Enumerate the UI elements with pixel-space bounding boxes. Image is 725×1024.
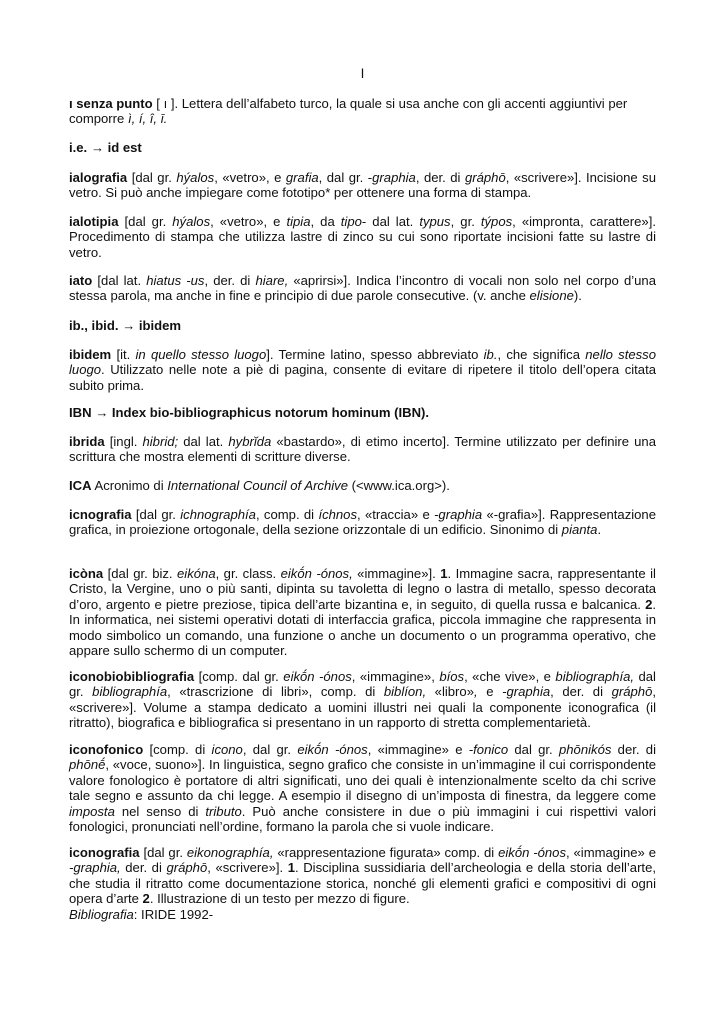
entry-ibrida-text-span: «bastardo», di etimo incerto]. Termine utilizzato per definire una scrittura che mostra elementi di scritture diverse.	[69, 434, 656, 465]
entry-ibn	[69, 405, 656, 420]
entry-iconofonico-italic-span: phōnikós	[558, 742, 612, 757]
entry-iconofonico-text-span: . Può anche consistere in due o più immagini i cui rispettivi valori fonologici, pronunciati nell’ordine, formano la parola che si vuole indicare.	[69, 803, 656, 835]
entry-iconofonico-text-span: [comp. di	[143, 742, 212, 757]
entry-ibrida-text-span: [ingl.	[104, 434, 143, 449]
entry-ialotipia-text-span: , gr.	[450, 214, 481, 229]
entry-ibidem	[69, 347, 656, 393]
entry-ibidem-text-span: . Utilizzato nelle note a piè di pagina, consente di evitare di ripetere il titolo dell’opera citata subito prima.	[69, 362, 656, 393]
entry-icona-text-span: , gr. class.	[215, 566, 281, 581]
entry-ialotipia-italic-span: typus	[419, 214, 451, 229]
entry-iato-text-span: «aprirsi»]. Indica l’incontro di vocali non solo nel corpo d’una stessa parola, ma anche in fine e principio di due parole consecutive. (v. anche	[69, 273, 656, 304]
entry-iconografia-bibliography-line	[69, 907, 213, 922]
entry-ialografia-italic-span: hýalos	[176, 170, 215, 185]
entry-icona-bold-span: icòna	[69, 566, 104, 581]
entry-iconobiobibliografia-italic-span: eikṓn -ónos	[283, 669, 352, 684]
page-letter-heading: I	[360, 66, 365, 81]
entry-iconobiobibliografia-text-span: , «immagine»,	[351, 669, 440, 684]
entry-iconobiobibliografia-italic-span: bibliographía	[92, 684, 168, 700]
entry-iconobiobibliografia-text-span: , der. di	[550, 684, 612, 700]
entry-ica-text-span: Acronimo di	[91, 478, 168, 493]
entry-ialotipia-text-span: , «vetro», e	[210, 214, 287, 229]
entry-iconobiobibliografia-bold-span: iconobiobibliografia	[69, 669, 195, 684]
entry-iato-italic-span: elisione	[529, 288, 574, 304]
entry-ica	[69, 478, 656, 493]
entry-iconobiobibliografia-italic-span: bibliographía,	[555, 669, 635, 684]
entry-iconofonico-italic-span: icono	[211, 742, 243, 757]
entry-iconografia-italic-span: gráphō	[166, 860, 208, 876]
entry-ialotipia-text-span: - dal lat.	[361, 214, 420, 229]
entry-i-senza-punto-text-span: [ ı ]. Lettera dell’alfabeto turco, la quale si usa anche con gli accenti aggiuntivi per comporre	[69, 96, 628, 127]
entry-icnografia-text-span: «-grafia»]. Rappresentazione grafica, in proiezione ortogonale, della sezione orizzontale di un edificio. Sinonimo di	[69, 507, 656, 538]
entry-iconografia-italic-span: -graphia,	[69, 860, 121, 876]
entry-iconobiobibliografia-text-span: dal gr.	[69, 669, 656, 700]
entry-i-senza-punto	[69, 96, 656, 127]
entry-ibidem-text-span: , che significa	[497, 347, 586, 362]
entry-iato-italic-span: hiatus -us	[146, 273, 205, 288]
entry-iconofonico-text-span: , «immagine» e	[367, 742, 469, 757]
entry-iconofonico-italic-span: tributo	[205, 803, 242, 819]
entry-iconobiobibliografia-text-span: [comp. dal gr.	[194, 669, 284, 684]
entry-ibidem-text-span: ]. Termine latino, spesso abbreviato	[266, 347, 484, 362]
entry-iconografia-italic-span: eikṓn -ónos	[498, 845, 566, 860]
entry-iconofonico-italic-span: eikṓn -ónos	[297, 742, 368, 757]
entry-ie	[69, 140, 656, 155]
entry-ialografia-text-span: [dal gr.	[127, 170, 177, 185]
entry-ibrida-bold-span: ibrida	[69, 434, 105, 449]
entry-iconofonico-bold-span: iconofonico	[69, 742, 144, 757]
entry-icnografia-bold-span: icnografia	[69, 507, 132, 522]
entry-iconobiobibliografia-text-span: , «trascrizione di libri», comp. di	[167, 684, 384, 700]
entry-icona-text-span: [dal gr. biz.	[103, 566, 178, 581]
entry-ie-bold-span: i.e. → id est	[69, 140, 142, 155]
entry-ibn-bold-span: IBN → Index bio-bibliographicus notorum hominum (IBN).	[69, 405, 430, 420]
entry-ialotipia-text-span: [dal gr.	[118, 214, 173, 229]
entry-iconofonico-text-span: , dal gr.	[242, 742, 298, 757]
entry-ialografia-bold-span: ialografia	[69, 170, 128, 185]
entry-iato-italic-span: hiare,	[255, 273, 289, 288]
entry-ibidem-italic-span: nello stesso luogo	[69, 347, 656, 378]
entry-iconofonico	[69, 742, 656, 834]
entry-ica-text-span: (<www.ica.org>).	[348, 478, 450, 493]
entry-iconofonico-italic-span: phōnḗ	[69, 757, 106, 773]
entry-ica-italic-span: International Council of Archive	[167, 478, 348, 493]
entry-ib-ibid	[69, 318, 656, 333]
entry-iconofonico-text-span: der. di	[611, 742, 656, 757]
entry-icnografia-italic-span: -graphia	[434, 507, 483, 522]
entry-ibidem-bold-span: ibidem	[69, 347, 112, 362]
entry-iconobiobibliografia-text-span: , «che vive», e	[464, 669, 556, 684]
entry-iconobiobibliografia	[69, 669, 656, 731]
entry-iconografia-bold-span: iconografia	[69, 845, 140, 860]
entry-iconobiobibliografia-italic-span: biblíon,	[383, 684, 427, 700]
entry-ialografia-text-span: , «scrivere»]. Incisione su vetro. Si può anche impiegare come fototipo* per ottenere una forma di stampa.	[69, 170, 656, 201]
entry-ialotipia	[69, 214, 656, 260]
entry-iconobiobibliografia-text-span: , «scrivere»]. Volume a stampa dedicato a uomini illustri nei quali la componente iconografica (il ritratto), biografica e bibliografica si presentano in un rapporto di stretta complementarietà.	[69, 684, 657, 731]
entry-icona-italic-span: eikóna	[177, 566, 216, 581]
entry-icnografia-italic-span: íchnos	[318, 507, 358, 522]
entry-iato-bold-span: iato	[69, 273, 93, 288]
entry-ica-bold-span: ICA	[69, 478, 92, 493]
entry-iconografia-text-span: , «immagine» e	[566, 845, 656, 860]
entry-ialotipia-italic-span: hýalos	[172, 214, 211, 229]
entry-iato-text-span: [dal lat.	[92, 273, 147, 288]
entry-iconografia-bold-span: 1	[287, 860, 295, 876]
entry-ialotipia-italic-span: týpos	[480, 214, 513, 229]
entry-icona-text-span: «immagine»].	[352, 566, 441, 581]
entry-icnografia-italic-span: pianta	[561, 522, 598, 538]
entry-ibrida-text-span: dal lat.	[178, 434, 229, 449]
entry-ib-ibid-bold-span: ib., ibid. → ibidem	[69, 318, 182, 333]
entry-ialografia-text-span: , der. di	[415, 170, 465, 185]
entry-icona-text-span: . Immagine sacra, rappresentante il Cristo, la Vergine, uno o più santi, dipinta su tavoletta di legno o lastra di metallo, spesso decorata d’oro, argento e pietre preziose, tipica dell’arte bizantina e, in seguito, di quella russa e balcanica.	[69, 566, 656, 612]
entry-iconofonico-text-span: dal gr.	[508, 742, 559, 757]
entry-iconografia-text-span: [dal gr.	[139, 845, 187, 860]
entry-ibidem-italic-span: in quello stesso luogo	[135, 347, 267, 362]
entry-iconofonico-text-span: , «voce, suono»]. In linguistica, segno grafico che consiste in un’immagine il cui corrispondente valore fonologico è portatore di altri significati, uno dei quali è intenzionalmente scelto da chi scrive tale segno e assunto da chi legge. A esempio il disegno di un’imposta di finestra, da leggere come	[69, 757, 656, 804]
entry-iconografia	[69, 845, 656, 922]
entry-iconografia-text-span: «rappresentazione figurata» comp. di	[273, 845, 499, 860]
entry-iconobiobibliografia-italic-span: -graphia	[502, 684, 551, 700]
entry-ibrida-italic-span: hybrĭda	[228, 434, 272, 449]
entry-ialografia-italic-span: grafia	[285, 170, 319, 185]
entry-icona	[69, 566, 656, 658]
entry-iconobiobibliografia-text-span: «libro»	[426, 684, 474, 700]
entry-i-senza-punto-italic-span: ì, í, î, ī.	[127, 111, 168, 127]
entry-icona-text-span: . In informatica, nei sistemi operativi dotati di interfaccia grafica, piccola immagine che rappresenta in modo simbolico un comando, una funzione o anche un documento o un programma operativo, che appare sullo schermo di un computer.	[69, 596, 656, 659]
entry-iconografia-bibliography-text-span: : IRIDE 1992-	[133, 906, 214, 922]
entry-icnografia-italic-span: ichnographía	[180, 507, 256, 522]
entry-ialografia-text-span: , «vetro», e	[214, 170, 286, 185]
entry-icona-bold-span: 2	[645, 596, 653, 612]
entry-iconofonico-italic-span: imposta	[69, 803, 115, 819]
entry-iato	[69, 273, 656, 304]
entry-ialografia-italic-span: gráphō	[464, 170, 506, 185]
entry-iconografia-text-span: , «scrivere»].	[207, 860, 288, 876]
entry-iconografia-bibliography-italic-span: Bibliografia	[69, 906, 134, 922]
entry-iconobiobibliografia-text-span: e	[477, 684, 503, 700]
entry-icona-italic-span: eikṓn -ónos,	[280, 566, 353, 581]
entry-iconografia-italic-span: eikonographía,	[186, 845, 274, 860]
entry-ialotipia-text-span: , «impronta, carattere»]. Procedimento di stampa che utilizza lastre di zinco su cui sono riportate incisioni fatte su lastre di vetro.	[69, 214, 656, 260]
entry-icnografia-text-span: [dal gr.	[131, 507, 181, 522]
entry-icnografia-text-span: .	[597, 522, 602, 538]
entry-icnografia-text-span: , comp. di	[255, 507, 319, 522]
entry-i-senza-punto-bold-span: ı senza punto	[69, 96, 153, 111]
entry-iconobiobibliografia-italic-span: ,	[474, 684, 478, 700]
entry-iconobiobibliografia-italic-span: bíos	[439, 669, 465, 684]
entry-ialografia-italic-span: graphia	[372, 170, 416, 185]
entry-ialografia	[69, 170, 656, 201]
entry-ibidem-text-span: [it.	[111, 347, 136, 362]
entry-iconografia-bold-span: 2	[142, 891, 150, 907]
entry-icona-bold-span: 1	[440, 566, 448, 581]
entry-ialotipia-text-span: , da	[310, 214, 341, 229]
entry-iato-text-span: ).	[573, 288, 582, 304]
entry-iconofonico-text-span: nel senso di	[114, 803, 206, 819]
entry-ialotipia-italic-span: tipo	[340, 214, 362, 229]
entry-icnografia	[69, 507, 656, 538]
entry-ibrida	[69, 434, 656, 465]
entry-ialotipia-italic-span: tipia	[286, 214, 311, 229]
entry-iconofonico-italic-span: -fonico	[468, 742, 509, 757]
entry-iconobiobibliografia-italic-span: gráphō	[611, 684, 653, 700]
entry-ibidem-italic-span: ib.	[483, 347, 498, 362]
entry-iconografia-text-span: . Disciplina sussidiaria dell’archeologia e della storia dell’arte, che studia il ritratto come documentazione storica, nonché gli elementi grafici e compositivi di ogni opera d’arte	[69, 860, 656, 907]
entry-icnografia-text-span: , «traccia» e	[357, 507, 435, 522]
entry-iconografia-text-span: der. di	[120, 860, 167, 876]
entry-ibrida-italic-span: hibrid;	[142, 434, 179, 449]
entry-ialografia-text-span: , dal gr. -	[318, 170, 373, 185]
entry-iato-text-span: , der. di	[204, 273, 256, 288]
entry-iconografia-text-span: . Illustrazione di un testo per mezzo di figure.	[149, 891, 410, 907]
entry-ialotipia-bold-span: ialotipia	[69, 214, 119, 229]
